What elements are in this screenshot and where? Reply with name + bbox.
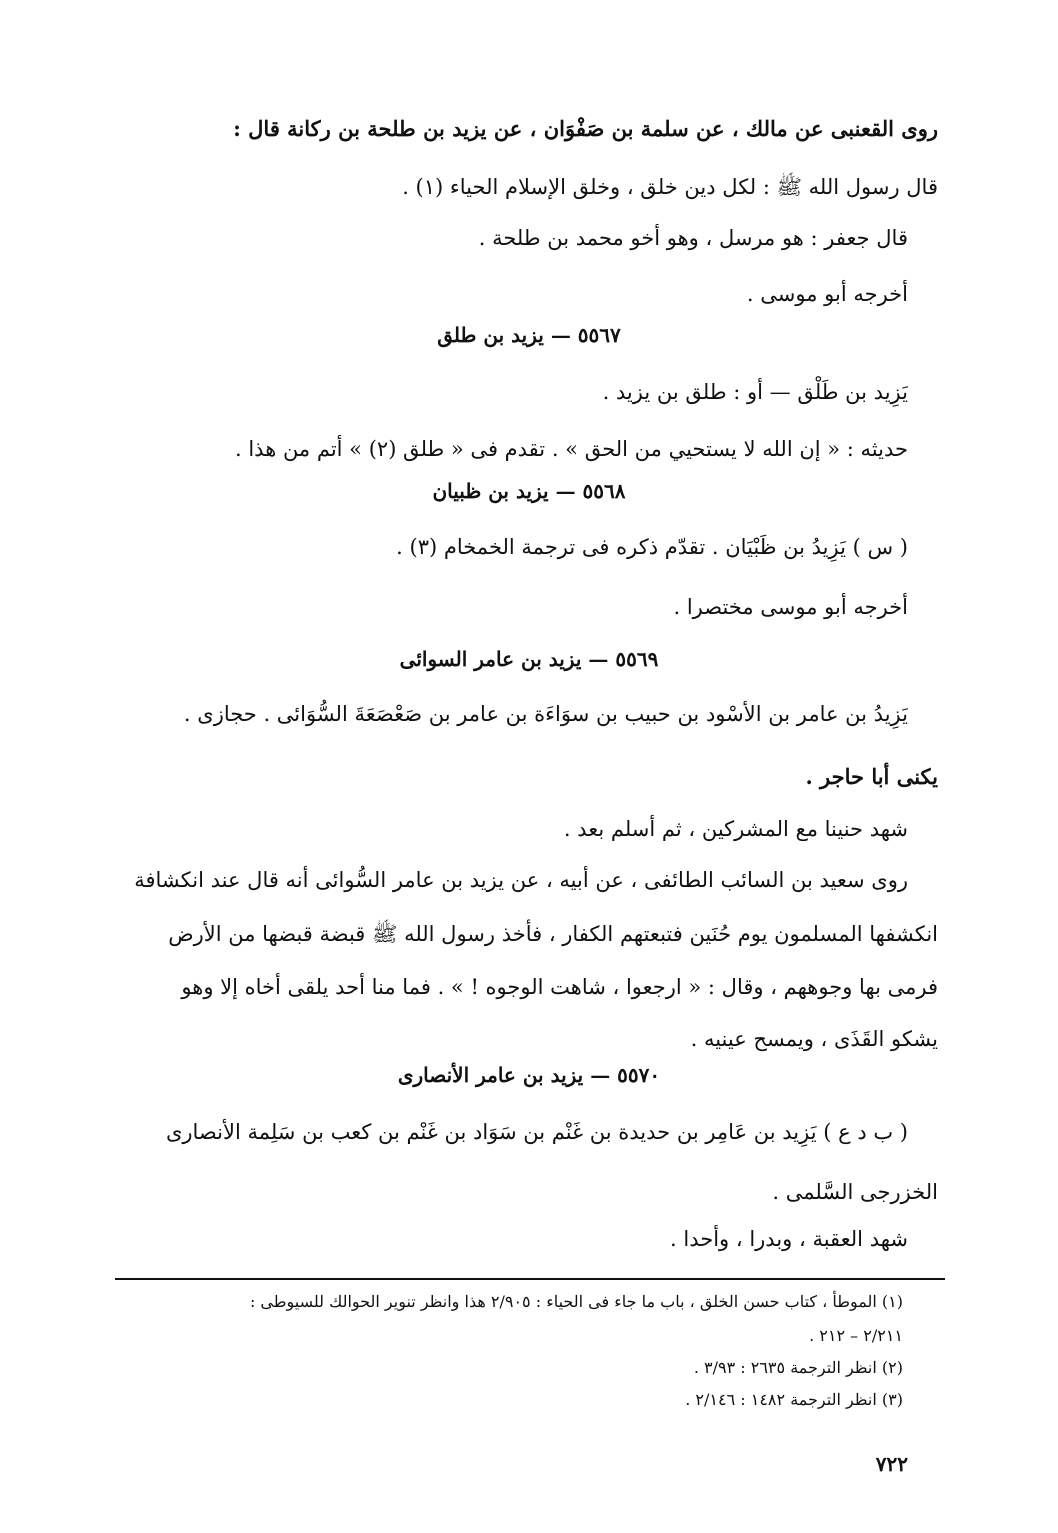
text-line: قال جعفر : هو مرسل ، وهو أخو محمد بن طلحة . bbox=[478, 226, 908, 250]
footnote-divider bbox=[115, 1278, 945, 1280]
text-line: شهد حنينا مع المشركين ، ثم أسلم بعد . bbox=[563, 817, 908, 841]
entry-heading: ٥٥٧٠ — يزيد بن عامر الأنصارى bbox=[397, 1063, 661, 1087]
page-number: ٧٢٢ bbox=[875, 1452, 908, 1476]
text-line: يَزِيدُ بن عامر بن الأسْود بن حبيب بن سوَاءَة بن عامر بن صَعْصَعَةَ السُّوَائى . حجازى . bbox=[183, 702, 908, 726]
text-line: يَزِيد بن طَلْق — أو : طلق بن يزيد . bbox=[602, 380, 908, 404]
text-line: أخرجه أبو موسى مختصرا . bbox=[673, 595, 908, 619]
entry-heading: ٥٥٦٧ — يزيد بن طلق bbox=[437, 323, 621, 347]
text-line: يشكو القَذَى ، ويمسح عينيه . bbox=[690, 1027, 938, 1051]
text-line: شهد العقبة ، وبدرا ، وأحدا . bbox=[670, 1227, 908, 1251]
text-line: روى سعيد بن السائب الطائفى ، عن أبيه ، عن يزيد بن عامر السُّوائى أنه قال عند انكشافة bbox=[134, 868, 908, 892]
footnote: ٢/٢١١ – ٢١٢ . bbox=[809, 1326, 903, 1345]
text-line: حديثه : « إن الله لا يستحيي من الحق » . تقدم فى « طلق (٢) » أتم من هذا . bbox=[234, 437, 908, 461]
footnote: (١) الموطأ ، كتاب حسن الخلق ، باب ما جاء فى الحياء : ٢/٩٠٥ هذا وانظر تنوير الحوالك للسيوطى : bbox=[249, 1292, 903, 1311]
entry-heading: ٥٥٦٩ — يزيد بن عامر السوائى bbox=[399, 647, 659, 671]
text-line: ( س ) يَزِيدُ بن ظَبْيَان . تقدّم ذكره فى ترجمة الخمخام (٣) . bbox=[396, 535, 908, 559]
text-line: فرمى بها وجوههم ، وقال : « ارجعوا ، شاهت الوجوه ! » . فما منا أحد يلقى أخاه إلا وهو bbox=[181, 975, 938, 999]
text-line: روى القعنبى عن مالك ، عن سلمة بن صَفْوَان ، عن يزيد بن طلحة بن ركانة قال : bbox=[233, 116, 938, 141]
text-line: يكنى أبا حاجر . bbox=[805, 764, 938, 789]
footnote: (٣) انظر الترجمة ١٤٨٢ : ٢/١٤٦ . bbox=[685, 1390, 903, 1409]
text-line: أخرجه أبو موسى . bbox=[746, 282, 908, 306]
text-line: الخزرجى السَّلمى . bbox=[772, 1180, 938, 1204]
text-line: قال رسول الله ﷺ : لكل دين خلق ، وخلق الإسلام الحياء (١) . bbox=[402, 175, 938, 199]
text-line: ( ب د ع ) يَزِيد بن عَامِر بن حديدة بن غَنْم بن سَوَاد بن غَنْم بن كعب بن سَلِمة الأنصارى bbox=[165, 1120, 908, 1144]
footnote: (٢) انظر الترجمة ٢٦٣٥ : ٣/٩٣ . bbox=[693, 1358, 903, 1377]
text-line: انكشفها المسلمون يوم حُنَين فتبعتهم الكفار ، فأخذ رسول الله ﷺ قبضة قبضها من الأرض bbox=[168, 922, 938, 946]
entry-heading: ٥٥٦٨ — يزيد بن ظبيان bbox=[432, 479, 626, 503]
